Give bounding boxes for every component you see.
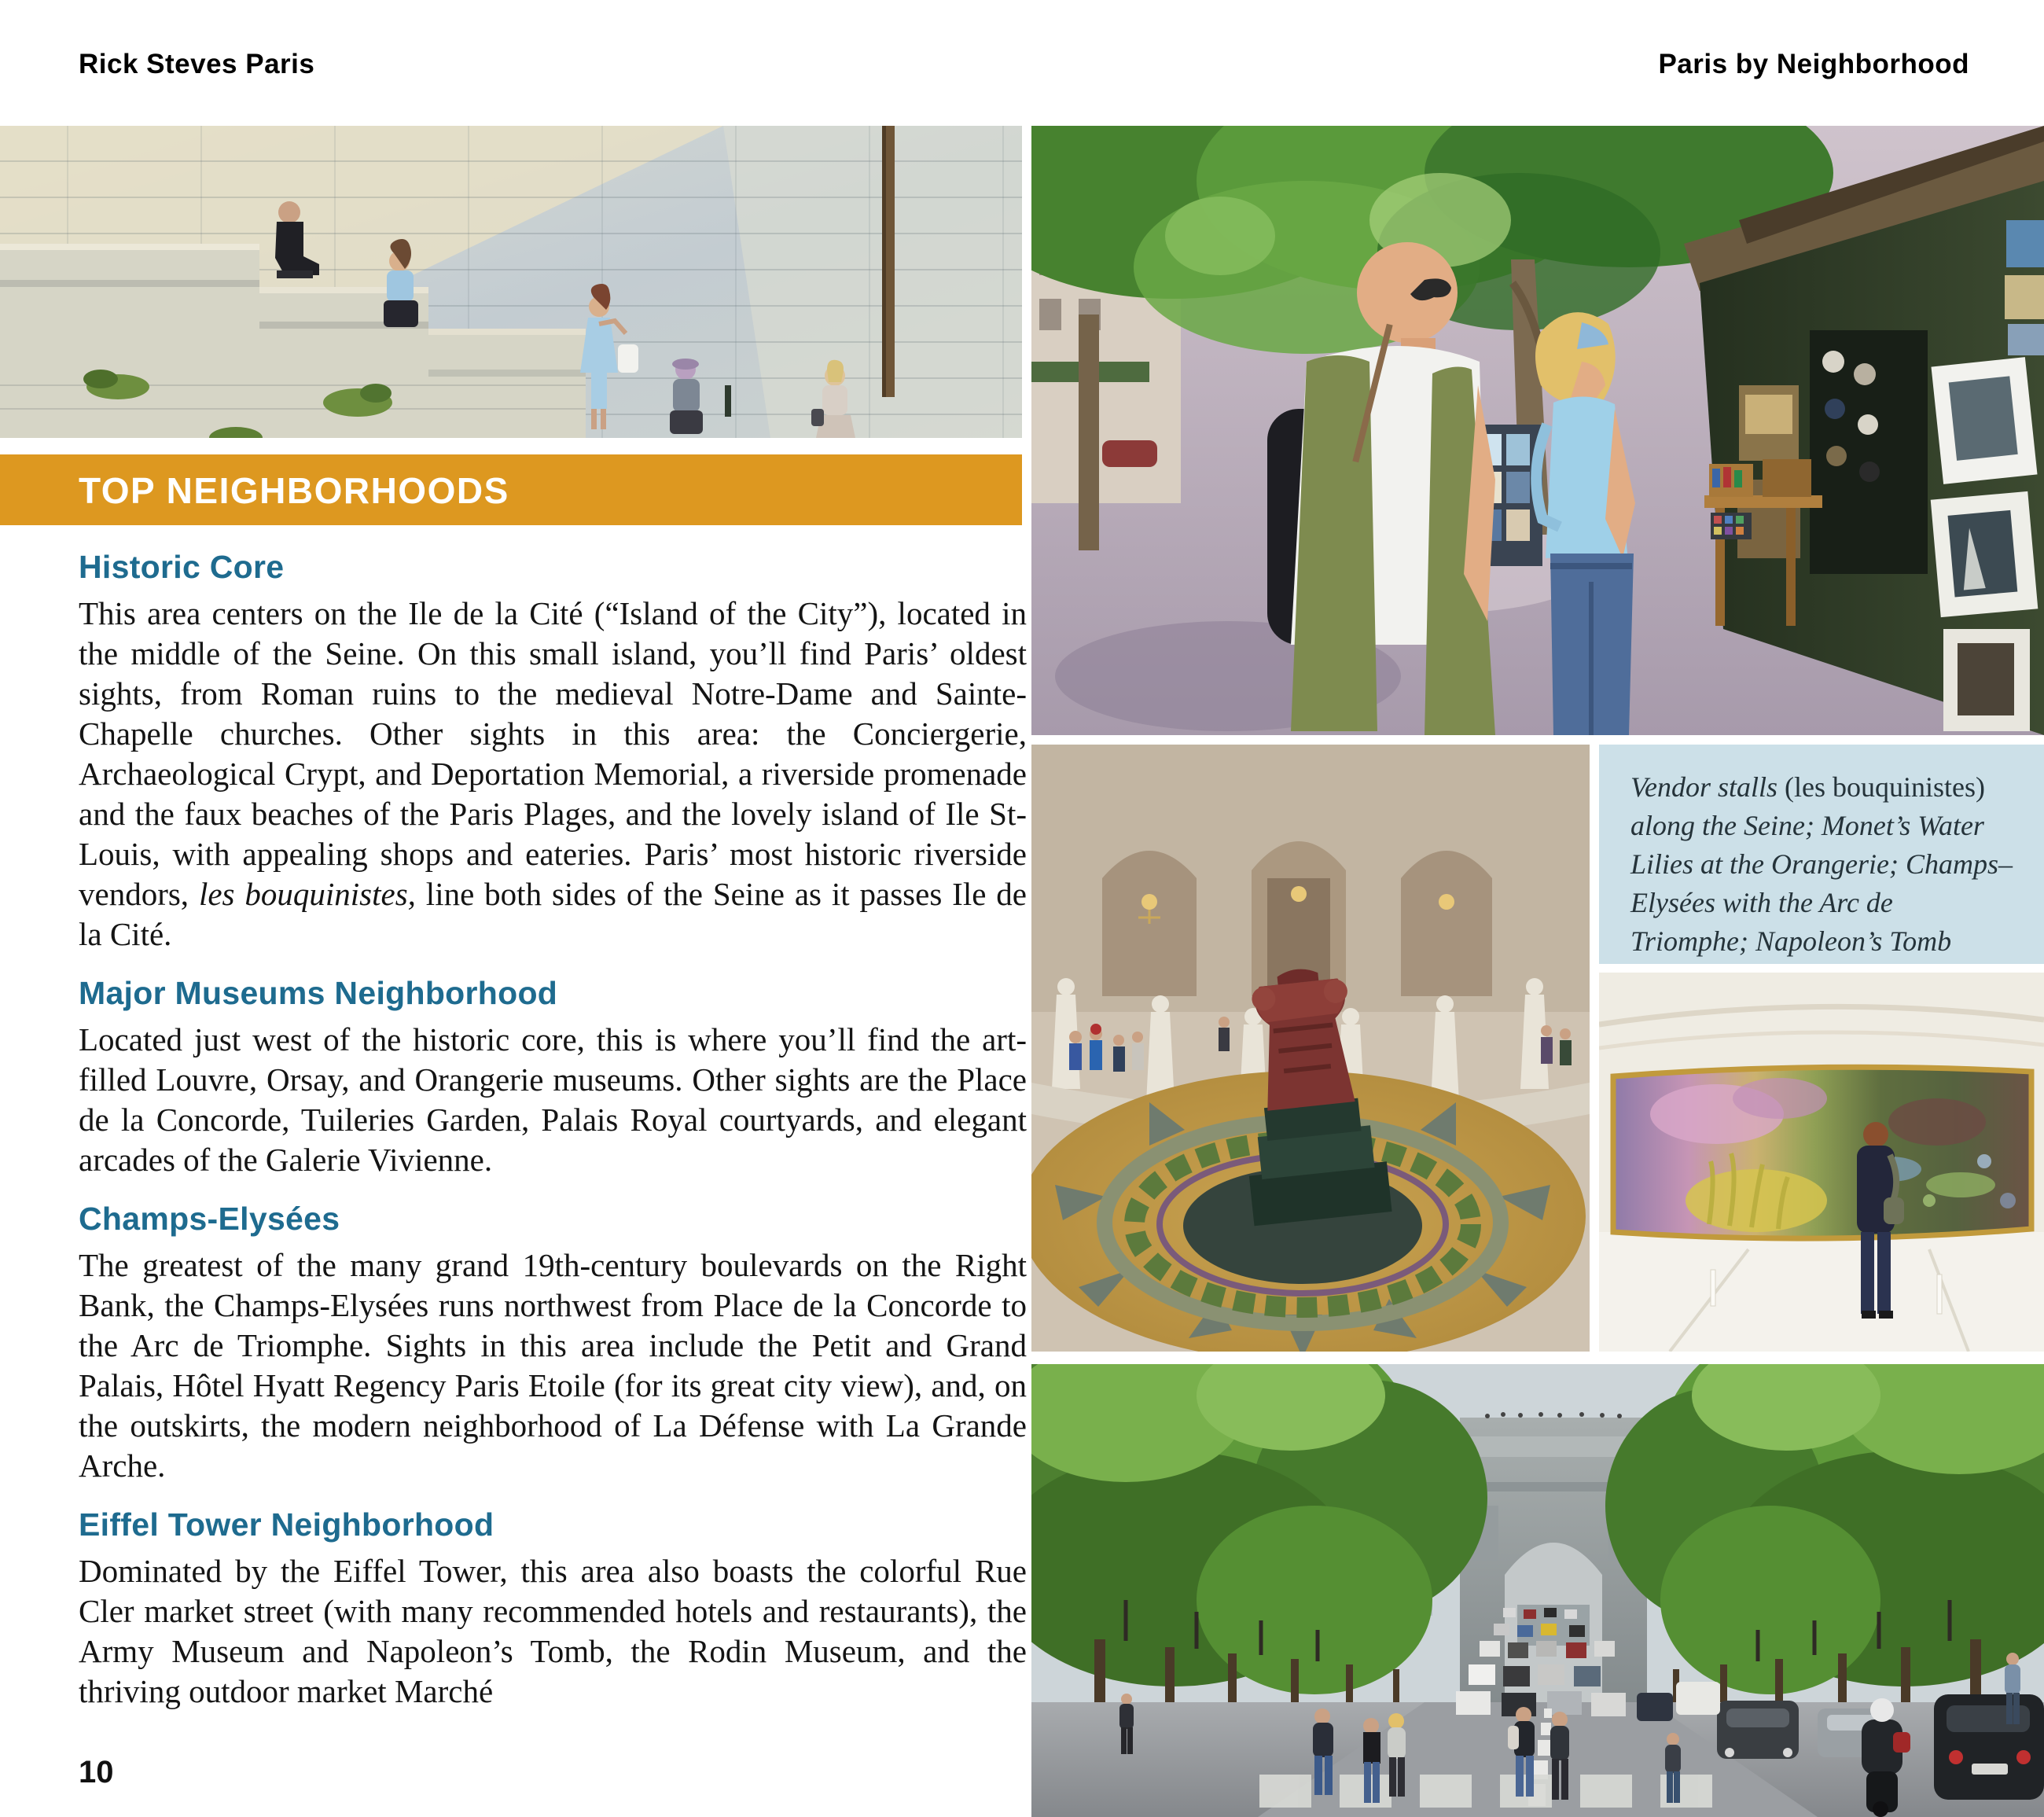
paragraph-champs-elysees: The greatest of the many grand 19th-century boulevards on the Right Bank, the Champs-Elysées runs northwest from Place de la Concorde to the Arc de Triomphe. Sights in this area include the Petit and Grand Palais, Hôtel Hyatt Regency Paris Etoile (for its great city view), and, on the outskirts, the modern neighborhood of La Défense with La Grande Arche. [79, 1247, 1027, 1484]
running-head-right: Paris by Neighborhood [1658, 49, 1969, 79]
historic-text-start: This area centers on the Ile de la Cité (“Island of the City”), located in the middle of the Seine. On this small island, you’ll find Paris’ oldest sights, from Roman ruins to the medieval Notre-Dame and Sainte-Chapelle churches. Other sights in this area: the Conciergerie, Archaeological Crypt, and Deportation Memorial, a riverside promenade and the faux beaches of the Paris Plages, and the lovely island of Ile St-Louis, with appealing shops and eateries. Paris’ most historic riverside vendors, [79, 595, 1027, 912]
photo-bouquinistes-stalls [1031, 126, 2044, 735]
photo-seine-steps [0, 126, 1022, 438]
heading-historic-core: Historic Core [79, 549, 285, 585]
paragraph-eiffel-tower: Dominated by the Eiffel Tower, this area also boasts the colorful Rue Cler market street (with many recommended hotels and restaurants), the Army Museum and Napoleon’s Tomb, the Rodin Museum, and the thriving outdoor market Marché [79, 1553, 1027, 1709]
photo-champs-elysees-arc [1031, 1364, 2044, 1817]
caption-italic-lead: Vendor stalls [1630, 771, 1778, 803]
paragraph-historic-core [79, 594, 1027, 954]
heading-major-museums: Major Museums Neighborhood [79, 975, 558, 1011]
caption-italic-rest: along the Seine; Monet’s Water Lilies at the Orangerie; Champs–Elysées with the Arc de Triomphe; Napoleon’s Tomb [1630, 810, 2013, 957]
body-text-column [79, 541, 1027, 1731]
photo-orangerie-water-lilies [1599, 973, 2044, 1352]
running-head-left: Rick Steves Paris [79, 49, 315, 79]
photo-napoleons-tomb [1031, 745, 1590, 1352]
postcard-panels [1931, 357, 2038, 731]
historic-text-end: line both sides of the Seine as it passes Ile de la Cité. [79, 876, 1028, 952]
historic-text-italic: les bouquinistes, [198, 876, 416, 912]
water-lilies-painting [1613, 1067, 2031, 1238]
photo-caption [1599, 745, 2044, 964]
paragraph-major-museums: Located just west of the historic core, this is where you’ll find the art-filled Louvre, Orsay, and Orangerie museums. Other sights are the Place de la Concorde, Tuileries Garden, Palais Royal courtyards, and elegant arcades of the Galerie Vivienne. [79, 1021, 1027, 1178]
section-banner-label: TOP NEIGHBORHOODS [79, 470, 509, 511]
caption-roman: (les bouquinistes) [1777, 771, 1985, 803]
heading-champs-elysees: Champs-Elysées [79, 1201, 340, 1237]
heading-eiffel-tower: Eiffel Tower Neighborhood [79, 1506, 494, 1543]
page-number: 10 [79, 1755, 114, 1789]
section-banner [0, 454, 1022, 525]
